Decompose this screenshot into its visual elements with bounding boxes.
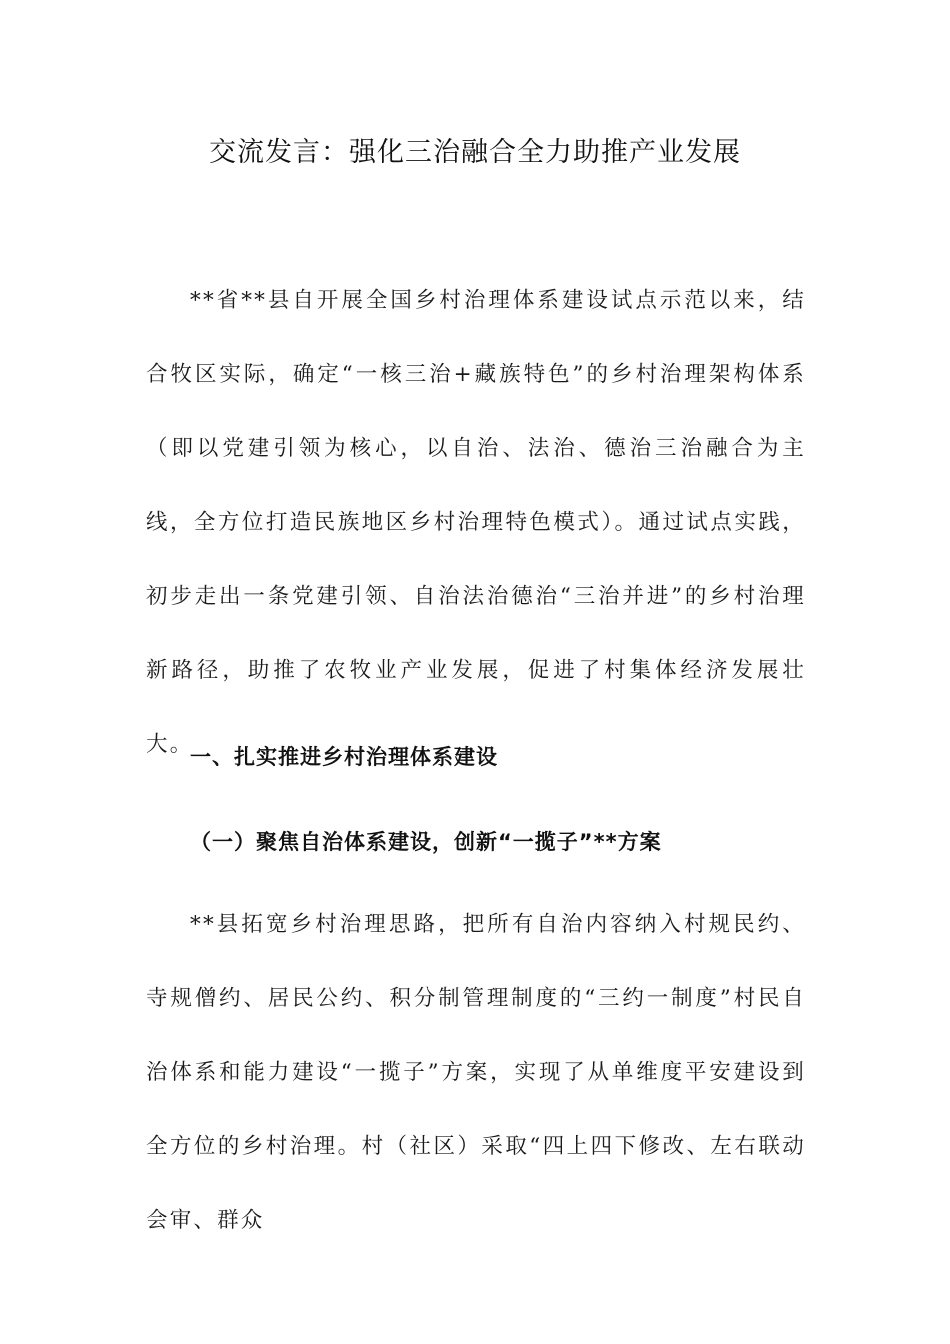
- subsection-heading: （一）聚焦自治体系建设，创新“一揽子”**方案: [190, 830, 662, 854]
- document-title: 交流发言：强化三治融合全力助推产业发展: [209, 137, 741, 168]
- section-heading: 一、扎实推进乡村治理体系建设: [190, 745, 498, 769]
- body-paragraph: **县拓宽乡村治理思路，把所有自治内容纳入村规民约、寺规僧约、居民公约、积分制管理制度的“三约一制度”村民自治体系和能力建设“一揽子”方案，实现了从单维度平安建设到全方位的乡村治理。村（社区）采取“四上四下修改、左右联动会审、群众: [146, 912, 806, 1233]
- intro-paragraph: **省**县自开展全国乡村治理体系建设试点示范以来，结合牧区实际，确定“一核三治+藏族特色”的乡村治理架构体系（即以党建引领为核心，以自治、法治、德治三治融合为主线，全方位打造民族地区乡村治理特色模式）。通过试点实践，初步走出一条党建引领、自治法治德治“三治并进”的乡村治理新路径，助推了农牧业产业发展，促进了村集体经济发展壮大。: [146, 288, 806, 757]
